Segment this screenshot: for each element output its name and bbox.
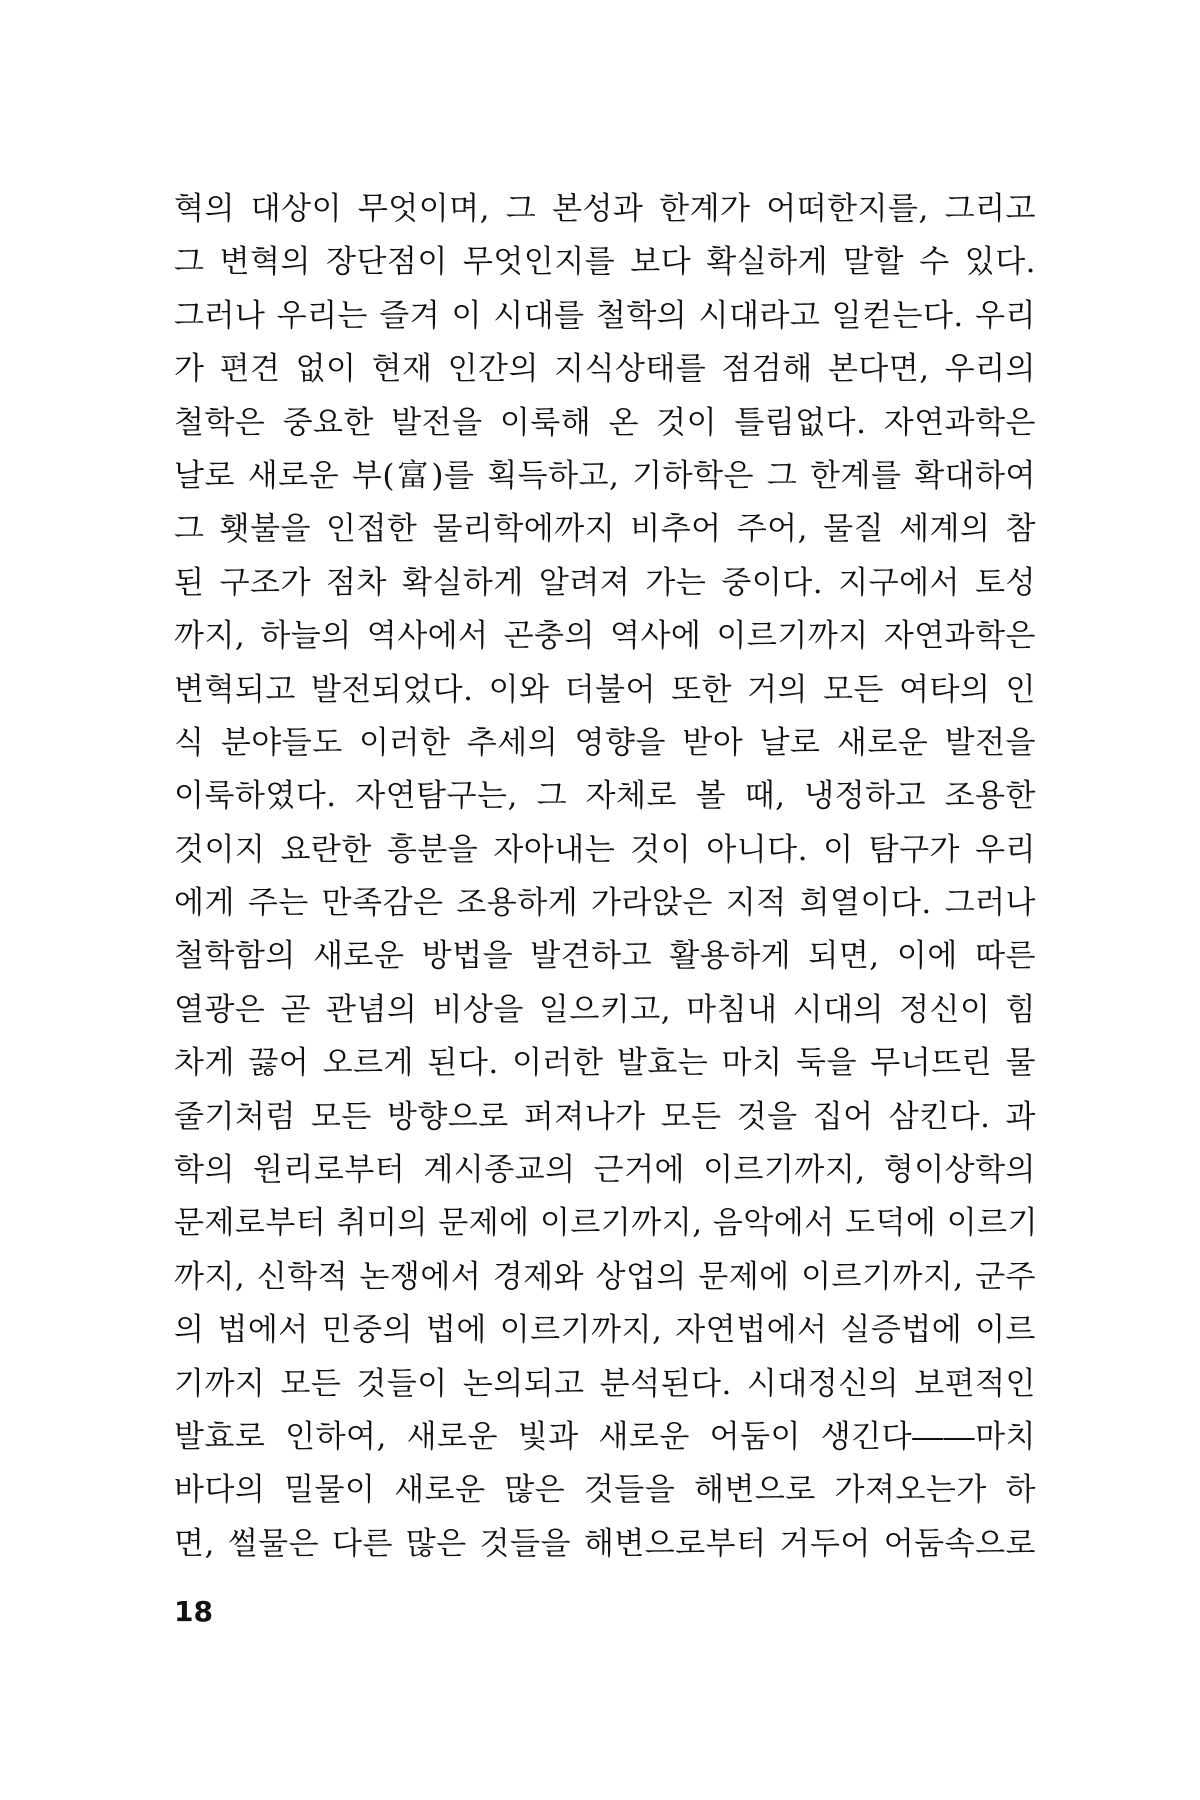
text-line: 열광은 곧 관념의 비상을 일으키고, 마침내 시대의 정신이 힘: [174, 991, 1036, 1028]
text-line: 날로 새로운 부(富)를 획득하고, 기하학은 그 한계를 확대하여: [174, 457, 1036, 494]
text-line: 의 법에서 민중의 법에 이르기까지, 자연법에서 실증법에 이르: [174, 1312, 1036, 1349]
text-line: 그 횃불을 인접한 물리학에까지 비추어 주어, 물질 세계의 참: [174, 511, 1036, 548]
text-line: 철학은 중요한 발전을 이룩해 온 것이 틀림없다. 자연과학은: [174, 404, 1036, 441]
text-line: 줄기처럼 모든 방향으로 퍼져나가 모든 것을 집어 삼킨다. 과: [174, 1098, 1036, 1135]
page-number: 18: [174, 1595, 213, 1628]
text-line: 된 구조가 점차 확실하게 알려져 가는 중이다. 지구에서 토성: [174, 564, 1036, 601]
text-line: 에게 주는 만족감은 조용하게 가라앉은 지적 희열이다. 그러나: [174, 885, 1036, 922]
text-line: 학의 원리로부터 계시종교의 근거에 이르기까지, 형이상학의: [174, 1152, 1036, 1189]
text-line: 그 변혁의 장단점이 무엇인지를 보다 확실하게 말할 수 있다.: [174, 244, 1036, 281]
text-line: 변혁되고 발전되었다. 이와 더불어 또한 거의 모든 여타의 인: [174, 671, 1036, 708]
text-line: 이룩하였다. 자연탐구는, 그 자체로 볼 때, 냉정하고 조용한: [174, 778, 1036, 815]
text-line: 까지, 하늘의 역사에서 곤충의 역사에 이르기까지 자연과학은: [174, 618, 1036, 655]
text-line: 가 편견 없이 현재 인간의 지식상태를 점검해 본다면, 우리의: [174, 351, 1036, 388]
text-line: 철학함의 새로운 방법을 발견하고 활용하게 되면, 이에 따른: [174, 938, 1036, 975]
text-line: 발효로 인하여, 새로운 빛과 새로운 어둠이 생긴다――마치: [174, 1418, 1036, 1455]
text-line: 까지, 신학적 논쟁에서 경제와 상업의 문제에 이르기까지, 군주: [174, 1258, 1036, 1295]
text-line: 그러나 우리는 즐겨 이 시대를 철학의 시대라고 일컫는다. 우리: [174, 297, 1036, 334]
text-line: 것이지 요란한 흥분을 자아내는 것이 아니다. 이 탐구가 우리: [174, 831, 1036, 868]
body-text: [174, 183, 1039, 1571]
text-line: 바다의 밀물이 새로운 많은 것들을 해변으로 가져오는가 하: [174, 1472, 1036, 1509]
text-line: 식 분야들도 이러한 추세의 영향을 받아 날로 새로운 발전을: [174, 724, 1036, 761]
text-line: 면, 썰물은 다른 많은 것들을 해변으로부터 거두어 어둠속으로: [174, 1525, 1036, 1562]
text-line: 문제로부터 취미의 문제에 이르기까지, 음악에서 도덕에 이르기: [174, 1205, 1039, 1242]
text-line: 기까지 모든 것들이 논의되고 분석된다. 시대정신의 보편적인: [174, 1365, 1036, 1402]
text-line: 혁의 대상이 무엇이며, 그 본성과 한계가 어떠한지를, 그리고: [174, 191, 1036, 227]
text-line: 차게 끓어 오르게 된다. 이러한 발효는 마치 둑을 무너뜨린 물: [174, 1045, 1036, 1082]
